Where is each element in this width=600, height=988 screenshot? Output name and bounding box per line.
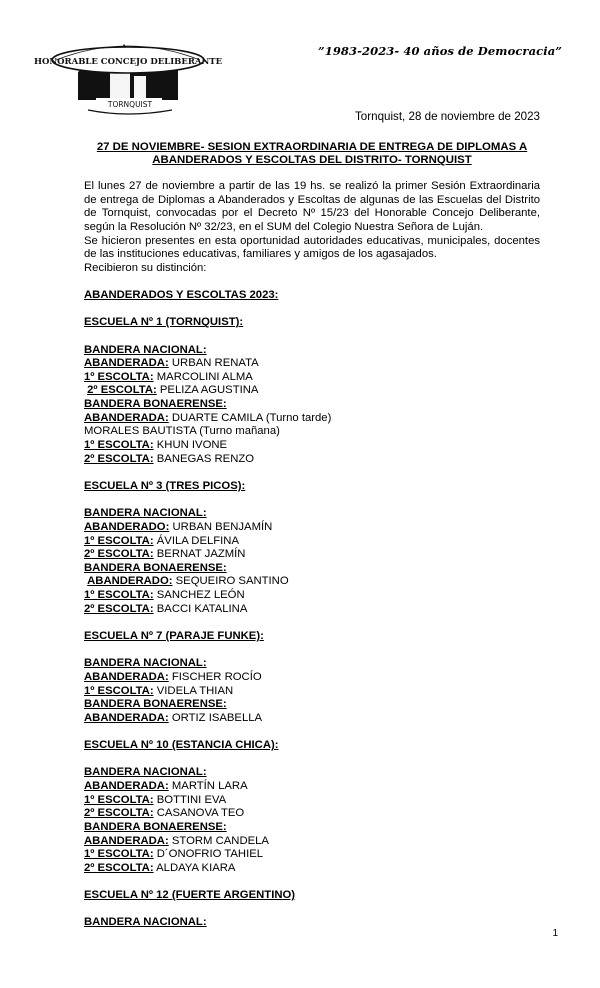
motto: ”1983-2023- 40 años de Democracia” xyxy=(318,44,562,58)
list-item: 2º ESCOLTA: PELIZA AGUSTINA xyxy=(87,384,259,397)
school-name: ESCUELA Nº 12 (FUERTE ARGENTINO) xyxy=(84,889,296,902)
paragraph: El lunes 27 de noviembre a partir de las 19 hs. se realizó la primer Sesión Extraordinaria de entrega de Diplomas a Abanderados y Escoltas de algunas de las Escuelas del Distrito de Tornquist, convocadas por el Decreto Nº 15/23 del Honorable Concejo Deliberante, según la Resolución Nº 32/23, en el SUM del Colegio Nuestra Señora de Luján. xyxy=(84,180,540,233)
section-label: BANDERA NACIONAL: xyxy=(84,766,207,779)
dateline: Tornquist, 28 de noviembre de 2023 xyxy=(355,110,540,123)
list-item: 2º ESCOLTA: ALDAYA KIARA xyxy=(84,861,236,874)
svg-text:HONORABLE CONCEJO DELIBERANTE: HONORABLE CONCEJO DELIBERANTE xyxy=(33,57,223,67)
section-label: BANDERA BONAERENSE: xyxy=(84,698,227,711)
paragraph: Se hicieron presentes en esta oportunidad autoridades educativas, municipales, docentes de las instituciones educativas, familiares y amigos de los agasajados. xyxy=(84,234,540,261)
list-item: 1º ESCOLTA: BOTTINI EVA xyxy=(84,793,227,806)
list-item: 1º ESCOLTA: KHUN IVONE xyxy=(84,439,228,452)
school-name: ESCUELA Nº 7 (PARAJE FUNKE): xyxy=(84,630,264,643)
body-text xyxy=(84,180,540,276)
list-heading: ABANDERADOS Y ESCOLTAS 2023: xyxy=(84,289,279,301)
section-label: BANDERA NACIONAL: xyxy=(84,916,207,929)
section-label: BANDERA BONAERENSE: xyxy=(84,398,227,411)
list-item: ABANDERADO: SEQUEIRO SANTINO xyxy=(87,575,289,588)
list-item: ABANDERADA: STORM CANDELA xyxy=(84,834,269,847)
list-item: 1º ESCOLTA: D´ONOFRIO TAHIEL xyxy=(84,848,264,861)
list-item: ABANDERADA: MARTÍN LARA xyxy=(84,780,248,793)
concejo-deliberante-logo xyxy=(33,30,223,116)
section-label: BANDERA NACIONAL: xyxy=(84,657,207,670)
awards-list xyxy=(84,289,544,930)
school-name: ESCUELA Nº 1 (TORNQUIST): xyxy=(84,316,244,329)
list-item: ABANDERADA: FISCHER ROCÍO xyxy=(84,670,262,683)
document-title: 27 DE NOVIEMBRE- SESION EXTRAORDINARIA DE ENTREGA DE DIPLOMAS A ABANDERADOS Y ESCOLTAS DEL DISTRITO- TORNQUIST xyxy=(96,141,528,167)
list-item: MORALES BAUTISTA (Turno mañana) xyxy=(84,425,280,438)
list-item: ABANDERADA: DUARTE CAMILA (Turno tarde) xyxy=(84,411,332,424)
list-item: ABANDERADA: ORTIZ ISABELLA xyxy=(84,711,263,724)
svg-text:TORNQUIST: TORNQUIST xyxy=(107,100,153,109)
list-item: 2º ESCOLTA: BANEGAS RENZO xyxy=(84,452,255,465)
list-item: ABANDERADA: URBAN RENATA xyxy=(84,357,259,370)
section-label: BANDERA NACIONAL: xyxy=(84,507,207,520)
list-item: 2º ESCOLTA: CASANOVA TEO xyxy=(84,807,245,820)
list-item: 1º ESCOLTA: MARCOLINI ALMA xyxy=(84,370,253,383)
page-number: 1 xyxy=(552,928,558,939)
section-label: BANDERA BONAERENSE: xyxy=(84,561,227,574)
list-item: 1º ESCOLTA: SANCHEZ LEÓN xyxy=(84,589,245,602)
list-item: 1º ESCOLTA: VIDELA THIAN xyxy=(84,684,234,697)
school-name: ESCUELA Nº 10 (ESTANCIA CHICA): xyxy=(84,739,279,752)
paragraph: Recibieron su distinción: xyxy=(84,261,207,274)
section-label: BANDERA NACIONAL: xyxy=(84,343,207,356)
list-item: 1º ESCOLTA: ÁVILA DELFINA xyxy=(84,534,239,547)
list-item: 2º ESCOLTA: BACCI KATALINA xyxy=(84,602,248,615)
section-label: BANDERA BONAERENSE: xyxy=(84,820,227,833)
school-name: ESCUELA Nº 3 (TRES PICOS): xyxy=(84,479,246,492)
list-item: 2º ESCOLTA: BERNAT JAZMÍN xyxy=(84,548,246,561)
list-item: ABANDERADO: URBAN BENJAMÍN xyxy=(84,520,273,533)
